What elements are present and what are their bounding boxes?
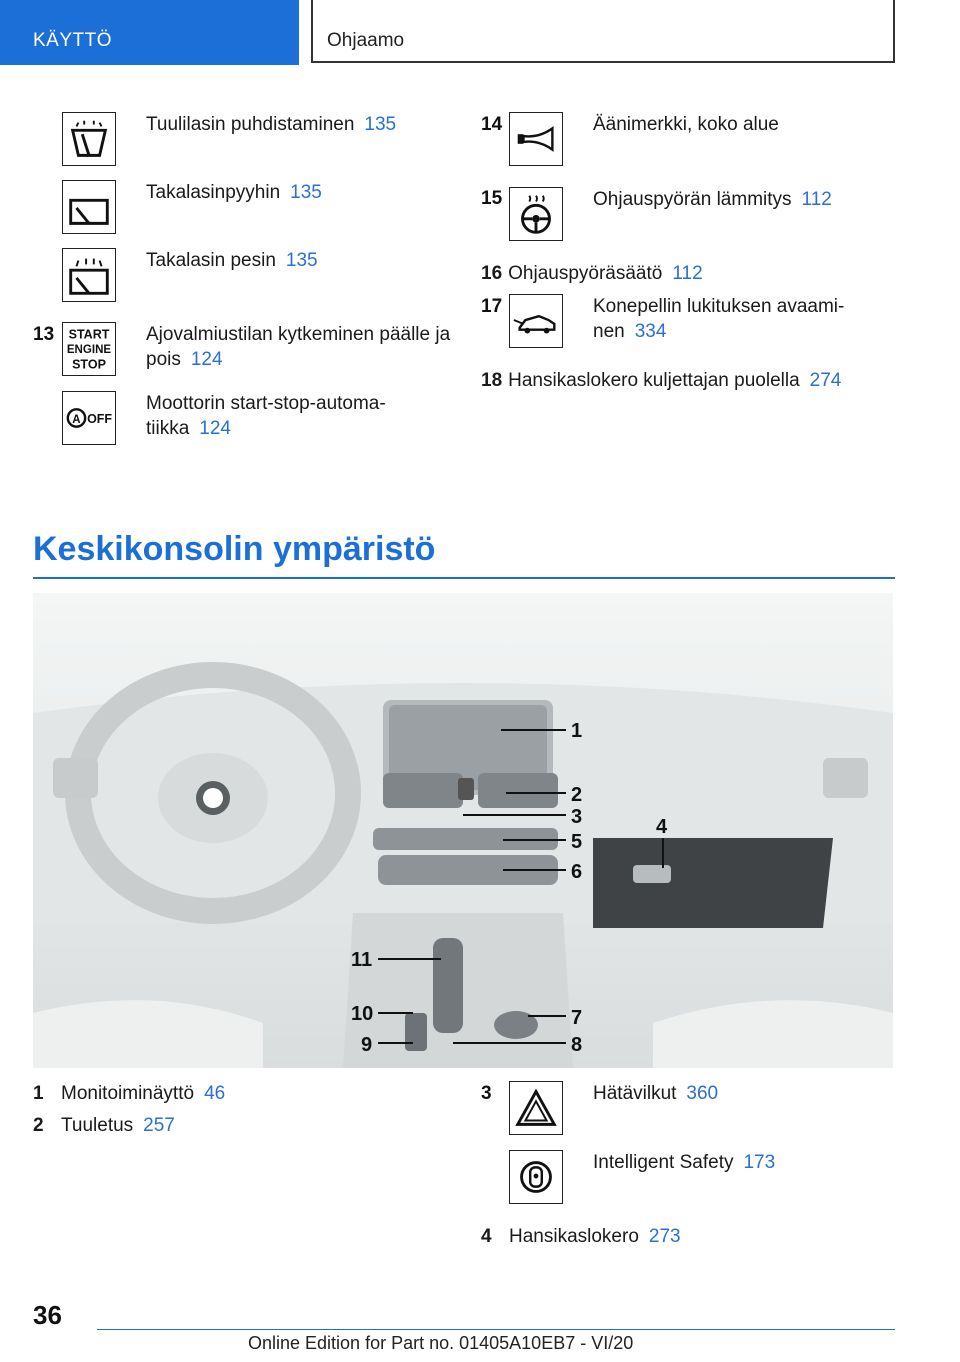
list-item	[593, 112, 779, 137]
item-text: Moottorin start-stop-automa-	[146, 393, 386, 414]
callout-label: 2	[571, 784, 583, 806]
item-text: tiikka	[146, 418, 190, 439]
list-item	[146, 180, 322, 205]
chapter-label: Ohjaamo	[327, 30, 405, 51]
item-text: Takalasinpyyhin	[146, 182, 281, 203]
icon-label: START	[68, 327, 110, 342]
item-text: nen	[593, 321, 625, 342]
list-item	[593, 187, 832, 212]
svg-text:A: A	[72, 413, 81, 426]
page-ref-link[interactable]: 173	[743, 1152, 776, 1173]
item-text: Tuuletus	[61, 1115, 134, 1136]
item-number: 2	[33, 1115, 44, 1136]
callout-label: 11	[351, 949, 373, 971]
list-item	[146, 248, 318, 273]
page-number: 36	[33, 1300, 62, 1330]
callout-label: 6	[571, 861, 583, 883]
page-ref-link[interactable]: 274	[809, 370, 842, 391]
page-ref-link[interactable]: 46	[204, 1083, 226, 1104]
item-text: Monitoiminäyttö	[61, 1083, 195, 1104]
list-item	[481, 368, 841, 393]
callout-label: 4	[656, 816, 668, 838]
callout-label: 8	[571, 1034, 583, 1056]
list-item	[481, 1224, 681, 1249]
footer-divider	[97, 1329, 895, 1330]
callout-label: 7	[571, 1007, 583, 1029]
hood-release-icon	[509, 294, 563, 348]
chapter-tab	[311, 0, 895, 63]
page-ref-link[interactable]: 124	[199, 418, 231, 439]
item-text: pois	[146, 349, 181, 370]
item-text: Hansikaslokero	[509, 1226, 639, 1247]
item-text: Intelligent Safety	[593, 1152, 734, 1173]
item-number: 13	[33, 324, 55, 345]
list-item	[33, 1081, 225, 1106]
console-drawing	[33, 593, 893, 1068]
list-item	[481, 261, 703, 286]
list-item	[146, 112, 396, 137]
page-ref-link[interactable]: 273	[648, 1226, 681, 1247]
windshield-wiper-icon	[62, 112, 116, 166]
item-number: 14	[481, 114, 503, 135]
item-text: Tuulilasin puhdistaminen	[146, 114, 355, 135]
page-ref-link[interactable]: 334	[634, 321, 667, 342]
callout-label: 3	[571, 806, 583, 828]
page-ref-link[interactable]: 135	[290, 182, 322, 203]
item-number: 3	[481, 1083, 492, 1104]
section-divider	[33, 577, 895, 579]
item-number: 18	[481, 370, 503, 391]
page-ref-link[interactable]: 135	[285, 250, 318, 271]
page-ref-link[interactable]: 112	[801, 189, 832, 210]
section-tab	[0, 0, 299, 65]
icon-label: OFF	[87, 411, 113, 426]
list-item	[593, 1150, 775, 1175]
auto-start-stop-off-icon	[62, 391, 116, 445]
item-text: Konepellin lukituksen avaami-	[593, 296, 845, 317]
steering-heat-icon	[509, 187, 563, 241]
hazard-warning-icon	[509, 1081, 563, 1135]
section-label: KÄYTTÖ	[33, 30, 113, 51]
page-ref-link[interactable]: 257	[143, 1115, 175, 1136]
page-ref-link[interactable]: 360	[686, 1083, 719, 1104]
item-text: Äänimerkki, koko alue	[593, 114, 779, 135]
callout-label: 9	[361, 1034, 373, 1056]
page-ref-link[interactable]: 135	[364, 114, 397, 135]
item-text: Ohjauspyöräsäätö	[508, 263, 663, 284]
page-ref-link[interactable]: 112	[672, 263, 703, 284]
icon-label: ENGINE	[66, 343, 112, 356]
list-item	[593, 1081, 718, 1106]
list-item	[593, 294, 883, 344]
list-item	[146, 322, 456, 372]
center-console-illustration	[33, 593, 893, 1068]
item-text: Ohjauspyörän lämmitys	[593, 189, 792, 210]
footer-edition: Online Edition for Part no. 01405A10EB7 - VI/20	[248, 1333, 634, 1353]
item-text: Hätävilkut	[593, 1083, 677, 1104]
intelligent-safety-icon	[509, 1150, 563, 1204]
item-text: Ajovalmiustilan kytkeminen päälle ja	[146, 324, 451, 345]
section-heading: Keskikonsolin ympäristö	[33, 530, 436, 568]
icon-label: STOP	[72, 357, 106, 372]
rear-washer-icon	[62, 248, 116, 302]
horn-icon	[509, 112, 563, 166]
start-engine-stop-icon	[62, 322, 116, 376]
callout-label: 10	[351, 1003, 374, 1025]
item-text: Takalasin pesin	[146, 250, 276, 271]
callout-label: 5	[571, 831, 583, 853]
item-number: 16	[481, 263, 503, 284]
item-text: Hansikaslokero kuljettajan puolella	[508, 370, 800, 391]
item-number: 4	[481, 1226, 492, 1247]
callout-label: 1	[571, 720, 583, 742]
list-item	[33, 1113, 175, 1138]
item-number: 17	[481, 296, 503, 317]
item-number: 1	[33, 1083, 44, 1104]
list-item	[146, 391, 456, 441]
rear-wiper-icon	[62, 180, 116, 234]
item-number: 15	[481, 188, 503, 209]
page-ref-link[interactable]: 124	[190, 349, 223, 370]
